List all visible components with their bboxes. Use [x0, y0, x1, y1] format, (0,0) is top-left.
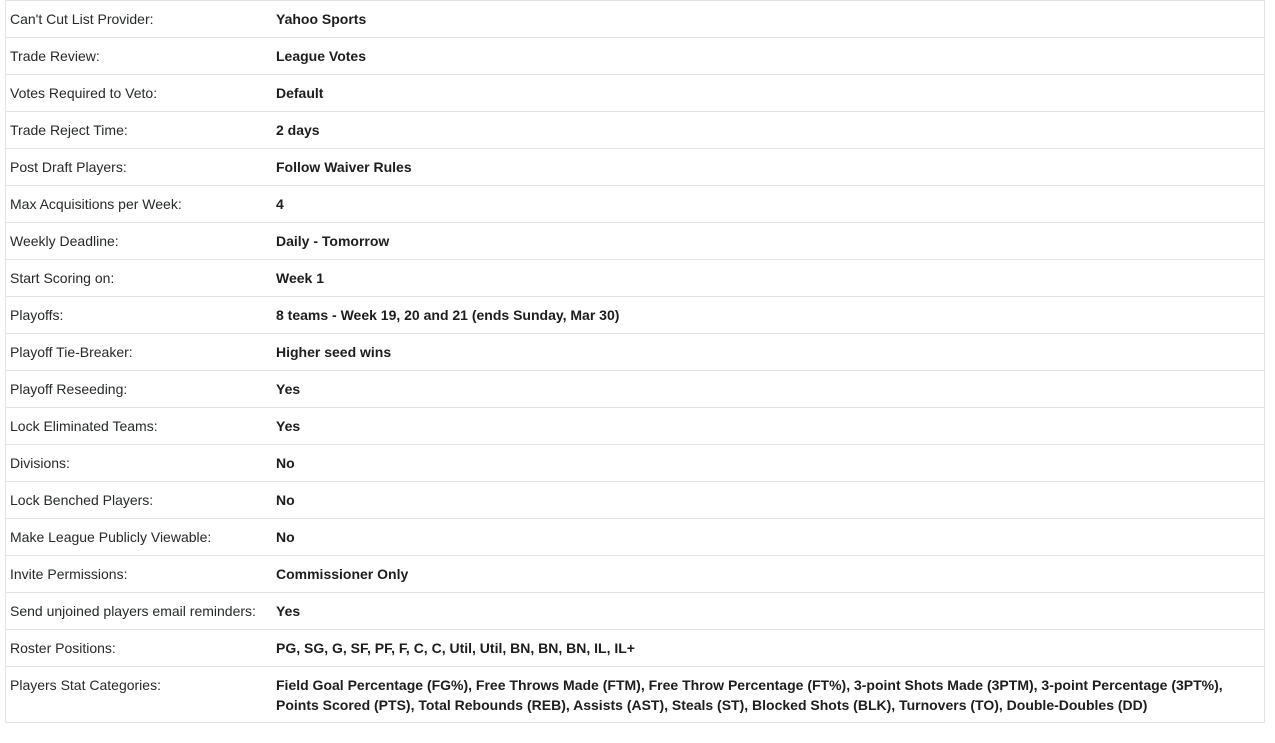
setting-value: Default — [276, 85, 324, 101]
table-row — [6, 371, 1265, 408]
league-settings-table — [5, 0, 1265, 723]
table-row — [6, 519, 1265, 556]
setting-value: Higher seed wins — [276, 344, 392, 360]
setting-value: Yahoo Sports — [276, 11, 367, 27]
setting-value: Field Goal Percentage (FG%), Free Throws Made (FTM), Free Throw Percentage (FT%), 3-point Shots Made (3PTM), 3-point Percentage (3PT%), Points Scored (PTS), Total Rebounds (REB), Assists (AST), Steals (ST), Blocked Shots (BLK), Turnovers (TO), Double-Doubles (DD) — [276, 677, 1223, 713]
setting-label: Playoff Reseeding: — [10, 381, 128, 397]
setting-label: Start Scoring on: — [10, 270, 115, 286]
table-row — [6, 223, 1265, 260]
setting-value: 8 teams - Week 19, 20 and 21 (ends Sunday, Mar 30) — [276, 307, 620, 323]
table-row — [6, 186, 1265, 223]
table-row — [6, 75, 1265, 112]
setting-label: Playoff Tie-Breaker: — [10, 344, 133, 360]
table-row — [6, 112, 1265, 149]
setting-value: Week 1 — [276, 270, 324, 286]
setting-label: Can't Cut List Provider: — [10, 11, 154, 27]
setting-value: Follow Waiver Rules — [276, 159, 412, 175]
setting-value: Yes — [276, 418, 301, 434]
table-row — [6, 334, 1265, 371]
setting-label: Lock Eliminated Teams: — [10, 418, 158, 434]
table-row — [6, 556, 1265, 593]
setting-label: Votes Required to Veto: — [10, 85, 158, 101]
setting-value: Yes — [276, 381, 301, 397]
setting-value: No — [276, 455, 295, 471]
setting-label: Roster Positions: — [10, 640, 116, 656]
setting-label: Post Draft Players: — [10, 159, 127, 175]
table-row — [6, 260, 1265, 297]
setting-label: Players Stat Categories: — [10, 677, 161, 693]
setting-value: No — [276, 492, 295, 508]
setting-label: Trade Reject Time: — [10, 122, 128, 138]
setting-label: Playoffs: — [10, 307, 64, 323]
table-row — [6, 297, 1265, 334]
setting-label: Make League Publicly Viewable: — [10, 529, 212, 545]
setting-label: Trade Review: — [10, 48, 100, 64]
setting-value: Yes — [276, 603, 301, 619]
table-row — [6, 408, 1265, 445]
setting-label: Send unjoined players email reminders: — [10, 603, 256, 619]
table-row — [6, 1, 1265, 38]
setting-label: Max Acquisitions per Week: — [10, 196, 182, 212]
setting-label: Weekly Deadline: — [10, 233, 119, 249]
table-row — [6, 593, 1265, 630]
setting-value: League Votes — [276, 48, 366, 64]
setting-value: No — [276, 529, 295, 545]
setting-label: Invite Permissions: — [10, 566, 128, 582]
table-row — [6, 482, 1265, 519]
table-row — [6, 445, 1265, 482]
table-row — [6, 149, 1265, 186]
setting-value: Commissioner Only — [276, 566, 409, 582]
setting-label: Lock Benched Players: — [10, 492, 154, 508]
table-row — [6, 630, 1265, 667]
setting-value: 2 days — [276, 122, 320, 138]
setting-value: Daily - Tomorrow — [276, 233, 390, 249]
setting-label: Divisions: — [10, 455, 70, 471]
table-row — [6, 38, 1265, 75]
table-row — [6, 667, 1265, 723]
setting-value: PG, SG, G, SF, PF, F, C, C, Util, Util, BN, BN, BN, IL, IL+ — [276, 640, 635, 656]
league-settings-panel — [5, 0, 1265, 723]
setting-value: 4 — [276, 196, 284, 212]
